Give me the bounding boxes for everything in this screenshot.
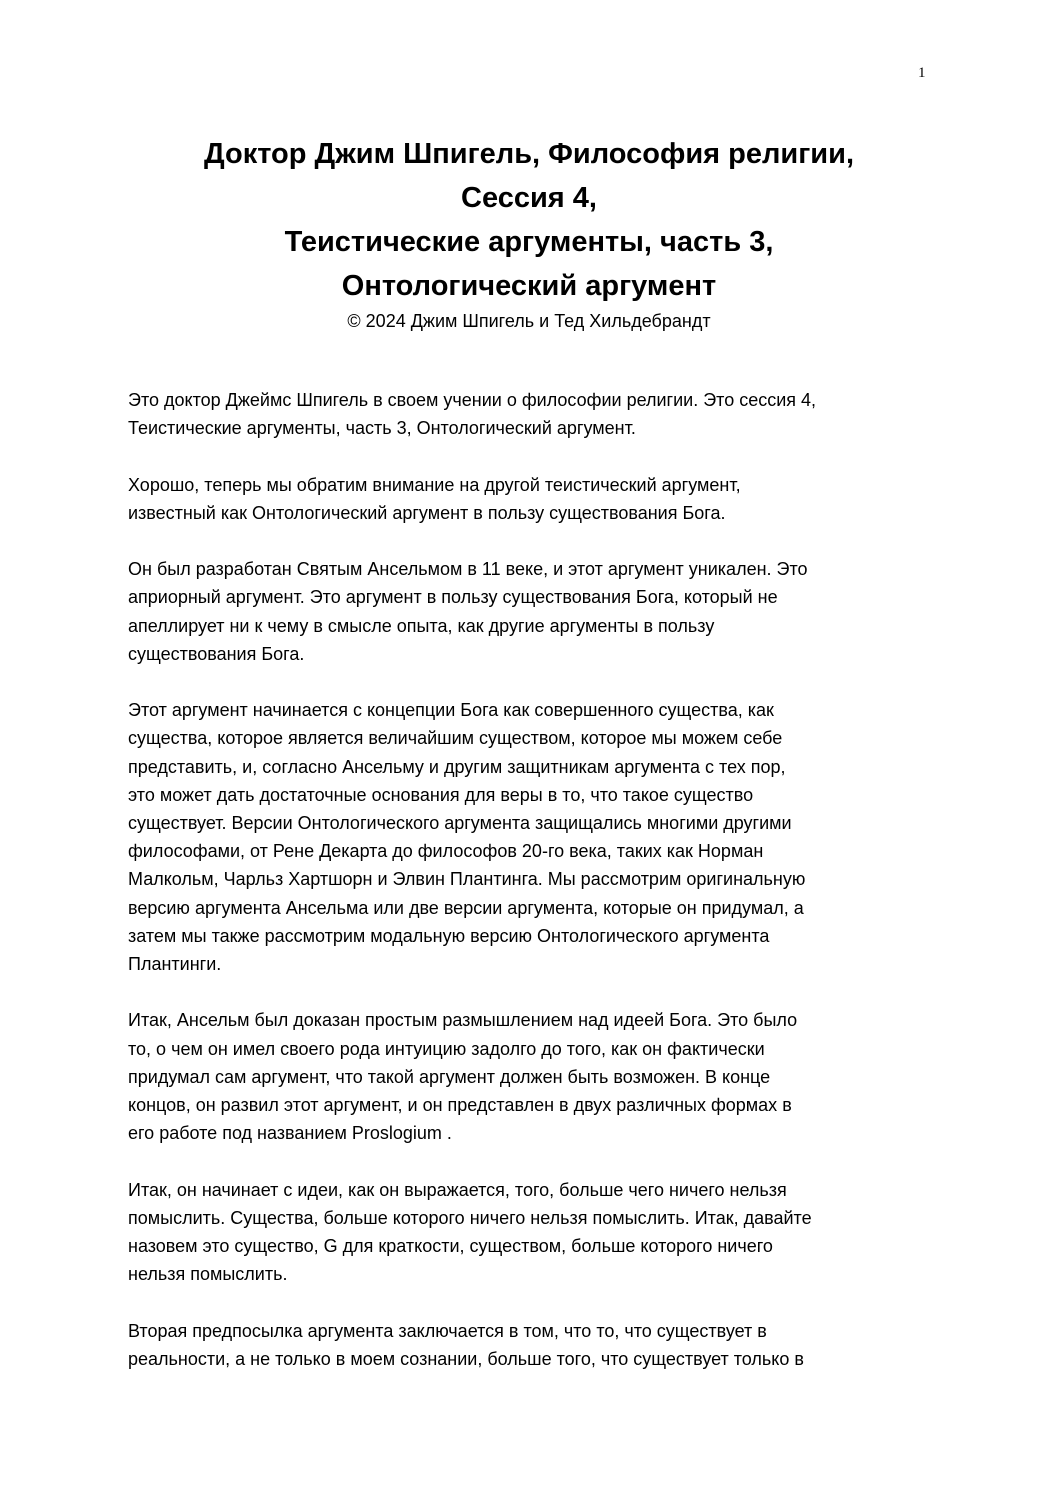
text-line: философами, от Рене Декарта до философов 20-го века, таких как Норман [128, 841, 764, 862]
paragraph [128, 555, 938, 668]
text-line: представить, и, согласно Ансельму и другим защитникам аргумента с тех пор, [128, 756, 786, 777]
text-line: затем мы также рассмотрим модальную версию Онтологического аргумента [128, 925, 770, 946]
text-line: версию аргумента Ансельма или две версии аргумента, которые он придумал, а [128, 897, 804, 918]
paragraph [128, 1006, 938, 1147]
text-line: нельзя помыслить. [128, 1264, 288, 1285]
text-line: Итак, он начинает с идеи, как он выражается, того, больше чего ничего нельзя [128, 1179, 787, 1200]
text-line: Вторая предпосылка аргумента заключается в том, что то, что существует в [128, 1320, 767, 1341]
title-line: Онтологический аргумент [341, 270, 717, 302]
text-line: это может дать достаточные основания для веры в то, что такое существо [128, 784, 754, 805]
title-line: Сессия 4, [461, 182, 597, 214]
page-number: 1 [918, 65, 926, 81]
text-line: помыслить. Существа, больше которого ничего нельзя помыслить. Итак, давайте [128, 1207, 812, 1228]
text-line: апеллирует ни к чему в смысле опыта, как другие аргументы в пользу [128, 615, 715, 636]
text-line: реальности, а не только в моем сознании, больше того, что существует только в [128, 1348, 804, 1369]
text-line: то, о чем он имел своего рода интуицию задолго до того, как он фактически [128, 1038, 765, 1059]
text-line: Это доктор Джеймс Шпигель в своем учении о философии религии. Это сессия 4, [128, 390, 817, 410]
text-line: концов, он развил этот аргумент, и он представлен в двух различных формах в [128, 1095, 792, 1116]
text-line: его работе под названием Proslogium . [128, 1123, 452, 1144]
text-line: существования Бога. [128, 643, 305, 664]
text-line: придумал сам аргумент, что такой аргумент должен быть возможен. В конце [128, 1066, 771, 1087]
text-line: Этот аргумент начинается с концепции Бога как совершенного существа, как [128, 700, 774, 721]
paragraph [128, 696, 938, 978]
text-line: назовем это существо, G для краткости, существом, больше которого ничего [128, 1236, 773, 1257]
text-line: Теистические аргументы, часть 3, Онтологический аргумент. [128, 418, 636, 439]
title-line: Теистические аргументы, часть 3, [284, 226, 774, 258]
document-body [128, 386, 938, 1401]
paragraph [128, 386, 938, 442]
text-line: априорный аргумент. Это аргумент в пользу существования Бога, который не [128, 587, 778, 608]
text-line: Хорошо, теперь мы обратим внимание на другой теистический аргумент, [128, 474, 741, 495]
text-line: Плантинги. [128, 954, 222, 975]
paragraph [128, 471, 938, 527]
text-line: существа, которое является величайшим существом, которое мы можем себе [128, 728, 783, 749]
text-line: Итак, Ансельм был доказан простым размышлением над идеей Бога. Это было [128, 1010, 798, 1031]
text-line: Малкольм, Чарльз Хартшорн и Элвин Плантинга. Мы рассмотрим оригинальную [128, 869, 806, 890]
paragraph [128, 1176, 938, 1289]
copyright-notice: © 2024 Джим Шпигель и Тед Хильдебрандт [347, 311, 711, 331]
title-line: Доктор Джим Шпигель, Философия религии, [203, 138, 855, 170]
text-line: существует. Версии Онтологического аргумента защищались многими другими [128, 813, 792, 833]
document-title [100, 132, 958, 334]
text-line: Он был разработан Святым Ансельмом в 11 веке, и этот аргумент уникален. Это [128, 559, 808, 580]
text-line: известный как Онтологический аргумент в пользу существования Бога. [128, 502, 726, 523]
paragraph [128, 1317, 938, 1373]
